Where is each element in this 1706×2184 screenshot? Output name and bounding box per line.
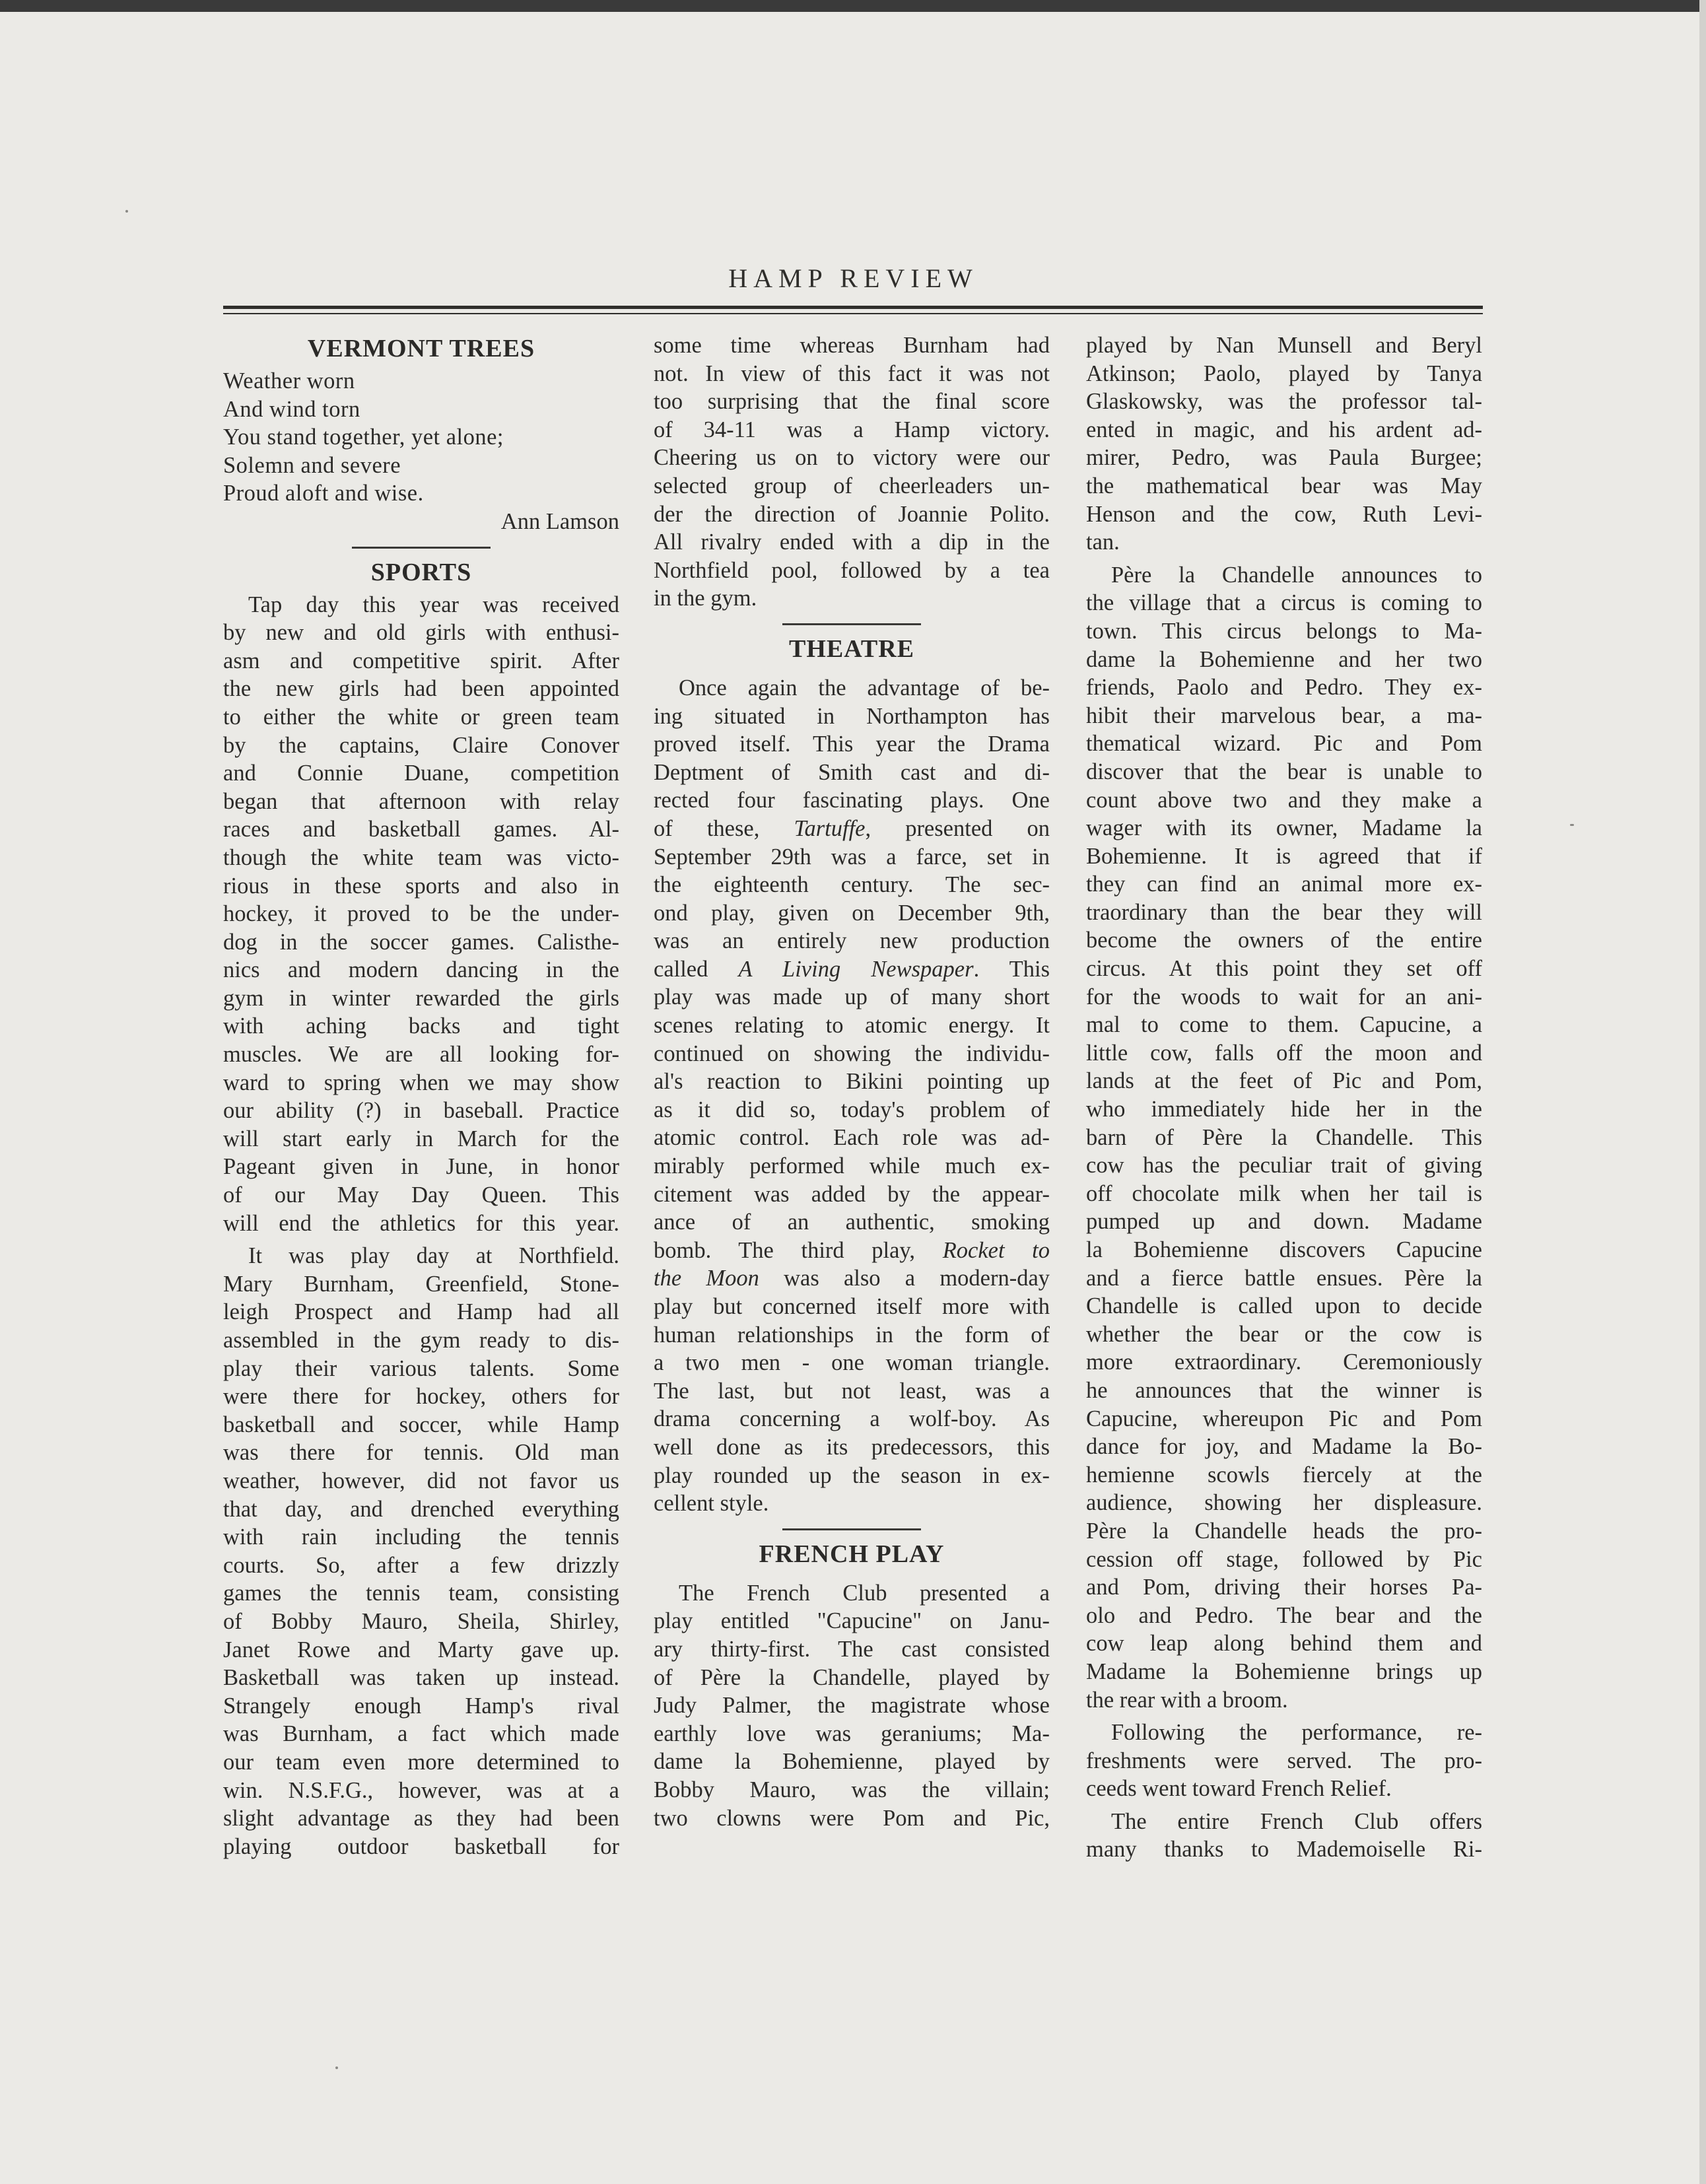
- poem-line: And wind torn: [223, 396, 360, 422]
- text-line: All rivalry ended with a dip in the: [654, 529, 1050, 555]
- masthead-rule-thick: [223, 306, 1483, 309]
- text-line: rected four fascinating plays. One: [654, 788, 1050, 813]
- sports-paragraph-1: [223, 591, 619, 1238]
- text-run: bomb. The third play,: [654, 1237, 943, 1263]
- text-line: ary thirty-first. The cast consisted: [654, 1636, 1050, 1662]
- text-line: who immediately hide her in the: [1086, 1097, 1482, 1122]
- text-line: weather, however, did not favor us: [223, 1468, 619, 1493]
- text-line: Capucine, whereupon Pic and Pom: [1086, 1406, 1482, 1431]
- text-line: Once again the advantage of be-: [679, 675, 1050, 700]
- text-line: to either the white or green team: [223, 704, 619, 730]
- text-line: Pageant given in June, in honor: [223, 1154, 619, 1180]
- text-line: with rain including the tennis: [223, 1524, 619, 1550]
- text-line: and Connie Duane, competition: [223, 761, 619, 786]
- refreshments-paragraph: [1086, 1719, 1482, 1803]
- poem-line: You stand together, yet alone;: [223, 425, 504, 450]
- poem: [223, 367, 619, 536]
- text-line: [654, 1237, 1050, 1265]
- french-play-paragraph: [654, 1579, 1050, 1832]
- text-line: ward to spring when we may show: [223, 1070, 619, 1095]
- text-line: assembled in the gym ready to dis-: [223, 1328, 619, 1353]
- text-line: ceeds went toward French Relief.: [1086, 1776, 1392, 1802]
- text-line: ented in magic, and his ardent ad-: [1086, 417, 1482, 442]
- text-line: count above two and they make a: [1086, 787, 1482, 813]
- text-line: of 34-11 was a Hamp victory.: [654, 417, 1050, 442]
- text-line: The entire French Club offers: [1111, 1808, 1482, 1834]
- text-line: Père la Chandelle heads the pro-: [1086, 1518, 1482, 1544]
- text-line: too surprising that the final score: [654, 389, 1050, 415]
- text-line: Strangely enough Hamp's rival: [223, 1693, 619, 1719]
- text-line: dame la Bohemienne, played by: [654, 1749, 1050, 1775]
- text-line: games the tennis team, consisting: [223, 1581, 619, 1606]
- text-line: dance for joy, and Madame la Bo-: [1086, 1434, 1482, 1460]
- text-line: citement was added by the appear-: [654, 1181, 1050, 1207]
- text-run: , presented on: [865, 815, 1050, 841]
- text-line: earthly love was geraniums; Ma-: [654, 1721, 1050, 1746]
- text-line: human relationships in the form of: [654, 1322, 1050, 1348]
- text-line: they can find an animal more ex-: [1086, 871, 1482, 897]
- text-line: Madame la Bohemienne brings up: [1086, 1658, 1482, 1684]
- text-line: The French Club presented a: [679, 1580, 1050, 1606]
- text-line: The last, but not least, was a: [654, 1378, 1050, 1404]
- text-line: play was made up of many short: [654, 984, 1050, 1010]
- scan-speck: [125, 210, 128, 213]
- text-line: with aching backs and tight: [223, 1013, 619, 1039]
- text-line: play but concerned itself more with: [654, 1294, 1050, 1319]
- text-line: basketball and soccer, while Hamp: [223, 1412, 619, 1437]
- text-line: whether the bear or the cow is: [1086, 1321, 1482, 1347]
- thanks-paragraph: [1086, 1808, 1482, 1864]
- text-line: thematical wizard. Pic and Pom: [1086, 731, 1482, 757]
- text-line: two clowns were Pom and Pic,: [654, 1805, 1050, 1831]
- text-line: many thanks to Mademoiselle Ri-: [1086, 1837, 1482, 1862]
- text-line: began that afternoon with relay: [223, 788, 619, 814]
- text-line: for the woods to wait for an ani-: [1086, 984, 1482, 1009]
- text-line: gym in winter rewarded the girls: [223, 985, 619, 1011]
- text-line: continued on showing the individu-: [654, 1041, 1050, 1066]
- section-divider: [782, 1528, 921, 1530]
- text-line: was an entirely new production: [654, 928, 1050, 954]
- text-line: atomic control. Each role was ad-: [654, 1125, 1050, 1151]
- poem-line: Weather worn: [223, 368, 355, 393]
- text-line: ing situated in Northampton has: [654, 703, 1050, 729]
- column-1: [223, 331, 619, 1860]
- section-divider: [352, 547, 491, 549]
- theatre-title: THEATRE: [788, 634, 914, 663]
- text-line: tan.: [1086, 529, 1120, 555]
- french-play-title: FRENCH PLAY: [759, 1540, 945, 1568]
- sports-title: SPORTS: [370, 558, 472, 586]
- text-line: in the gym.: [654, 586, 757, 611]
- text-line: Mary Burnham, Greenfield, Stone-: [223, 1271, 619, 1297]
- text-line: win. N.S.F.G., however, was at a: [223, 1777, 619, 1803]
- text-line: cow has the peculiar trait of giving: [1086, 1153, 1482, 1178]
- text-line: Henson and the cow, Ruth Levi-: [1086, 501, 1482, 527]
- text-line: little cow, falls off the moon and: [1086, 1040, 1482, 1066]
- text-line: Chandelle is called upon to decide: [1086, 1293, 1482, 1319]
- play-title-tartuffe: Tartuffe: [794, 815, 866, 841]
- text-line: by the captains, Claire Conover: [223, 732, 619, 758]
- text-line: were there for hockey, others for: [223, 1384, 619, 1410]
- text-line: not. In view of this fact it was not: [654, 360, 1050, 386]
- masthead-title: HAMP REVIEW: [728, 263, 978, 293]
- text-line: was there for tennis. Old man: [223, 1440, 619, 1466]
- text-line: Père la Chandelle announces to: [1111, 562, 1482, 588]
- text-line: the mathematical bear was May: [1086, 473, 1482, 498]
- text-line: Atkinson; Paolo, played by Tanya: [1086, 360, 1482, 386]
- text-line: hibit their marvelous bear, a ma-: [1086, 702, 1482, 728]
- text-line: by new and old girls with enthusi-: [223, 620, 619, 646]
- text-line: some time whereas Burnham had: [654, 333, 1050, 358]
- theatre-paragraph: [654, 674, 1050, 1518]
- text-line: Judy Palmer, the magistrate whose: [654, 1693, 1050, 1719]
- text-line: cession off stage, followed by Pic: [1086, 1546, 1482, 1572]
- text-line: cellent style.: [654, 1491, 769, 1517]
- text-line: Glaskowsky, was the professor tal-: [1086, 389, 1482, 415]
- text-line: friends, Paolo and Pedro. They ex-: [1086, 675, 1482, 700]
- scan-speck: [335, 2066, 338, 2069]
- text-line: [654, 815, 1050, 843]
- text-line: It was play day at Northfield.: [248, 1243, 619, 1269]
- text-line: the village that a circus is coming to: [1086, 590, 1482, 616]
- text-line: played by Nan Munsell and Beryl: [1086, 333, 1482, 358]
- text-line: and a fierce battle ensues. Père la: [1086, 1265, 1482, 1291]
- text-line: more extraordinary. Ceremoniously: [1086, 1349, 1482, 1375]
- text-line: Following the performance, re-: [1111, 1720, 1482, 1746]
- text-line: the rear with a broom.: [1086, 1687, 1288, 1713]
- scan-speck: [1570, 824, 1574, 826]
- text-line: discover that the bear is unable to: [1086, 759, 1482, 784]
- text-line: mirably performed while much ex-: [654, 1153, 1050, 1179]
- poem-author: Ann Lamson: [500, 508, 619, 534]
- text-line: wager with its owner, Madame la: [1086, 815, 1482, 841]
- text-line: hockey, it proved to be the under-: [223, 901, 619, 927]
- sports-continued: [654, 331, 1050, 613]
- text-line: and Pom, driving their horses Pa-: [1086, 1575, 1482, 1600]
- text-line: olo and Pedro. The bear and the: [1086, 1602, 1482, 1628]
- text-line: ance of an authentic, smoking: [654, 1210, 1050, 1235]
- text-line: off chocolate milk when her tail is: [1086, 1180, 1482, 1206]
- text-line: play their various talents. Some: [223, 1355, 619, 1381]
- poem-line: Solemn and severe: [223, 452, 401, 478]
- text-run: . This: [973, 956, 1050, 982]
- text-line: our team even more determined to: [223, 1749, 619, 1775]
- text-line: our ability (?) in baseball. Practice: [223, 1098, 619, 1124]
- text-line: he announces that the winner is: [1086, 1377, 1482, 1403]
- text-line: Janet Rowe and Marty gave up.: [223, 1637, 619, 1662]
- text-line: barn of Père la Chandelle. This: [1086, 1124, 1482, 1150]
- text-line: of our May Day Queen. This: [223, 1182, 619, 1208]
- french-play-continued: [1086, 331, 1482, 557]
- text-line: rious in these sports and also in: [223, 873, 619, 899]
- text-line: pumped up and down. Madame: [1086, 1209, 1482, 1235]
- text-line: town. This circus belongs to Ma-: [1086, 618, 1482, 644]
- text-line: play rounded up the season in ex-: [654, 1462, 1050, 1488]
- text-run: was also a modern-day: [759, 1266, 1050, 1291]
- text-line: will start early in March for the: [223, 1126, 619, 1151]
- text-line: dog in the soccer games. Calisthe-: [223, 929, 619, 955]
- text-line: selected group of cheerleaders un-: [654, 473, 1050, 498]
- text-line: slight advantage as they had been: [223, 1806, 619, 1831]
- scan-top-edge: [0, 0, 1706, 12]
- text-line: asm and competitive spirit. After: [223, 648, 619, 673]
- text-line: nics and modern dancing in the: [223, 957, 619, 983]
- text-line: well done as its predecessors, this: [654, 1434, 1050, 1460]
- play-title-rocket-to-the-moon: the Moon: [654, 1266, 759, 1291]
- text-line: become the owners of the entire: [1086, 928, 1482, 953]
- section-divider: [782, 623, 921, 625]
- text-line: traordinary than the bear they will: [1086, 899, 1482, 925]
- text-line: ond play, given on December 9th,: [654, 900, 1050, 926]
- text-line: [654, 1264, 1050, 1293]
- play-title-living-newspaper: A Living Newspaper: [738, 956, 974, 982]
- text-line: dame la Bohemienne and her two: [1086, 646, 1482, 672]
- poem-title: VERMONT TREES: [307, 335, 535, 362]
- text-run: called: [654, 956, 739, 982]
- text-line: der the direction of Joannie Polito.: [654, 501, 1050, 527]
- text-line: Northfield pool, followed by a tea: [654, 557, 1050, 583]
- text-line: proved itself. This year the Drama: [654, 732, 1050, 757]
- text-line: lands at the feet of Pic and Pom,: [1086, 1068, 1482, 1094]
- text-line: will end the athletics for this year.: [223, 1210, 619, 1236]
- text-line: mal to come to them. Capucine, a: [1086, 1012, 1482, 1038]
- play-title-rocket-to-the-moon: Rocket to: [942, 1237, 1050, 1263]
- plot-paragraph: [1086, 561, 1482, 1714]
- text-line: Deptment of Smith cast and di-: [654, 759, 1050, 785]
- text-line: of Bobby Mauro, Sheila, Shirley,: [223, 1608, 619, 1634]
- sports-paragraph-2: [223, 1242, 619, 1860]
- text-line: races and basketball games. Al-: [223, 817, 619, 842]
- text-line: muscles. We are all looking for-: [223, 1042, 619, 1068]
- scan-right-edge: [1699, 0, 1706, 2184]
- text-line: [654, 955, 1050, 984]
- masthead-rule-thin: [223, 313, 1483, 314]
- column-2: [654, 331, 1050, 1832]
- text-line: freshments were served. The pro-: [1086, 1748, 1482, 1773]
- text-line: that day, and drenched everything: [223, 1496, 619, 1522]
- text-line: courts. So, after a few drizzly: [223, 1552, 619, 1578]
- text-line: hemienne scowls fiercely at the: [1086, 1462, 1482, 1487]
- text-line: Basketball was taken up instead.: [223, 1665, 619, 1691]
- text-line: audience, showing her displeasure.: [1086, 1490, 1482, 1516]
- text-line: cow leap along behind them and: [1086, 1631, 1482, 1656]
- text-line: the new girls had been appointed: [223, 676, 619, 702]
- poem-line: Proud aloft and wise.: [223, 481, 424, 506]
- text-line: Tap day this year was received: [248, 592, 619, 617]
- text-line: circus. At this point they set off: [1086, 956, 1482, 982]
- text-line: drama concerning a wolf-boy. As: [654, 1406, 1050, 1432]
- text-line: Bohemienne. It is agreed that if: [1086, 843, 1482, 869]
- text-line: September 29th was a farce, set in: [654, 844, 1050, 870]
- text-line: scenes relating to atomic energy. It: [654, 1013, 1050, 1039]
- text-line: al's reaction to Bikini pointing up: [654, 1069, 1050, 1095]
- text-line: a two men - one woman triangle.: [654, 1350, 1050, 1376]
- text-line: la Bohemienne discovers Capucine: [1086, 1237, 1482, 1262]
- text-line: was Burnham, a fact which made: [223, 1721, 619, 1747]
- text-line: of Père la Chandelle, played by: [654, 1664, 1050, 1690]
- text-line: Cheering us on to victory were our: [654, 445, 1050, 471]
- text-line: the eighteenth century. The sec-: [654, 872, 1050, 898]
- text-line: playing outdoor basketball for: [223, 1833, 619, 1859]
- column-3: [1086, 331, 1482, 1864]
- text-run: of these,: [654, 815, 794, 841]
- text-line: play entitled "Capucine" on Janu-: [654, 1608, 1050, 1634]
- text-line: mirer, Pedro, was Paula Burgee;: [1086, 445, 1482, 471]
- text-line: Bobby Mauro, was the villain;: [654, 1777, 1050, 1802]
- text-line: though the white team was victo-: [223, 844, 619, 870]
- text-line: as it did so, today's problem of: [654, 1097, 1050, 1122]
- text-line: leigh Prospect and Hamp had all: [223, 1299, 619, 1325]
